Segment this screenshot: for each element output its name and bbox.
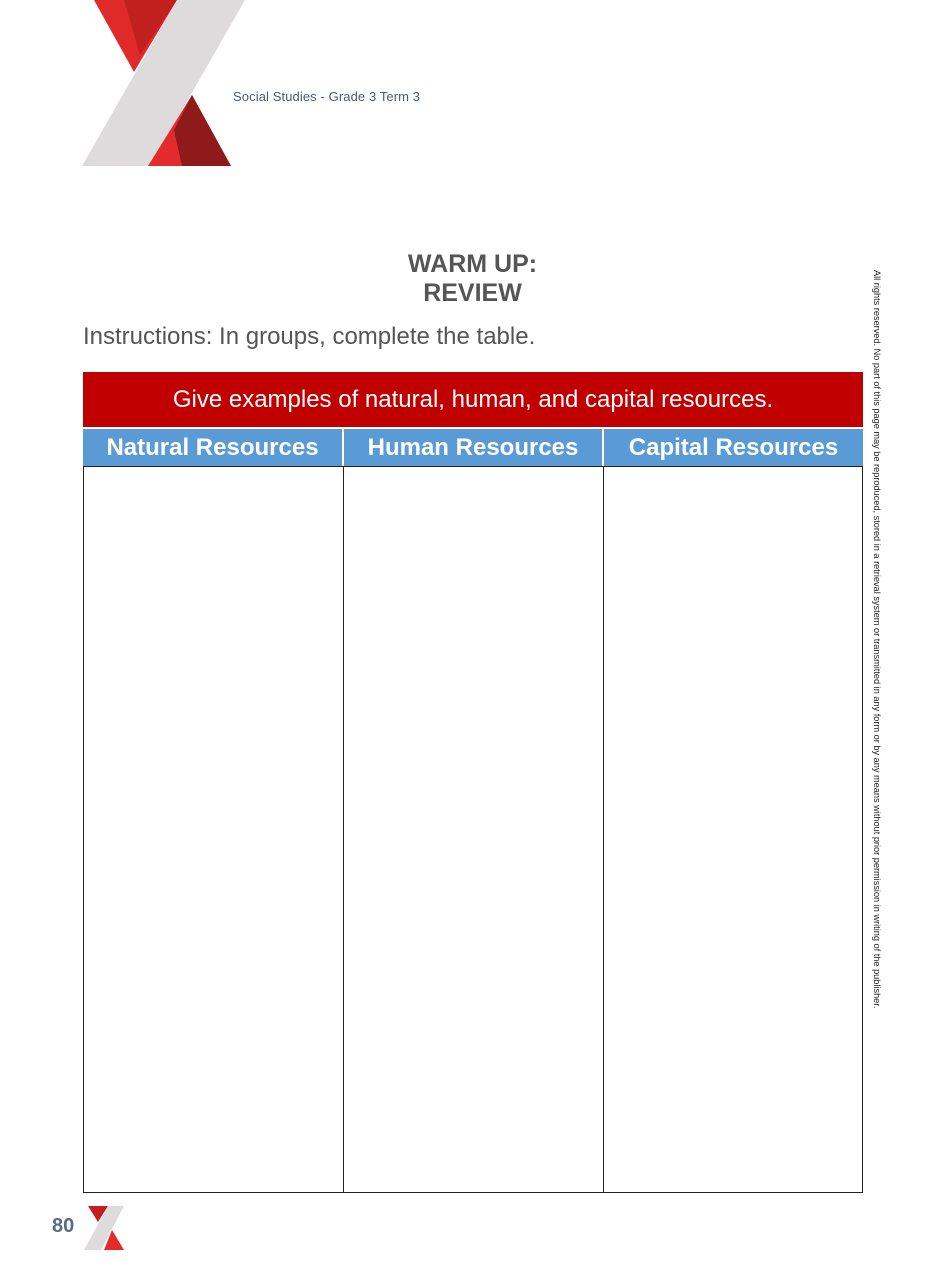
column-header-human: Human Resources: [344, 429, 602, 466]
answer-cell-capital[interactable]: [603, 466, 863, 1193]
x-logo-icon: [82, 0, 252, 166]
x-logo-small-icon: [84, 1206, 126, 1250]
column-header-capital: Capital Resources: [604, 429, 863, 466]
title-line-2: REVIEW: [423, 279, 522, 307]
answer-cell-natural[interactable]: [83, 466, 344, 1193]
resources-table: [83, 372, 863, 1193]
subject-header: Social Studies - Grade 3 Term 3: [233, 89, 421, 104]
page-title: [300, 250, 645, 308]
title-line-1: WARM UP:: [407, 250, 538, 278]
table-banner: Give examples of natural, human, and capital resources.: [83, 372, 863, 427]
page-number: 80: [52, 1215, 75, 1237]
column-header-natural: Natural Resources: [83, 429, 342, 466]
copyright-notice: All rights reserved. No part of this page may be reproduced, stored in a retrieval system or transmitted in any form or by any means without prior permission in writing of the publisher.: [872, 270, 882, 1009]
instructions: Instructions: In groups, complete the table.: [83, 323, 536, 350]
answer-cell-human[interactable]: [343, 466, 604, 1193]
